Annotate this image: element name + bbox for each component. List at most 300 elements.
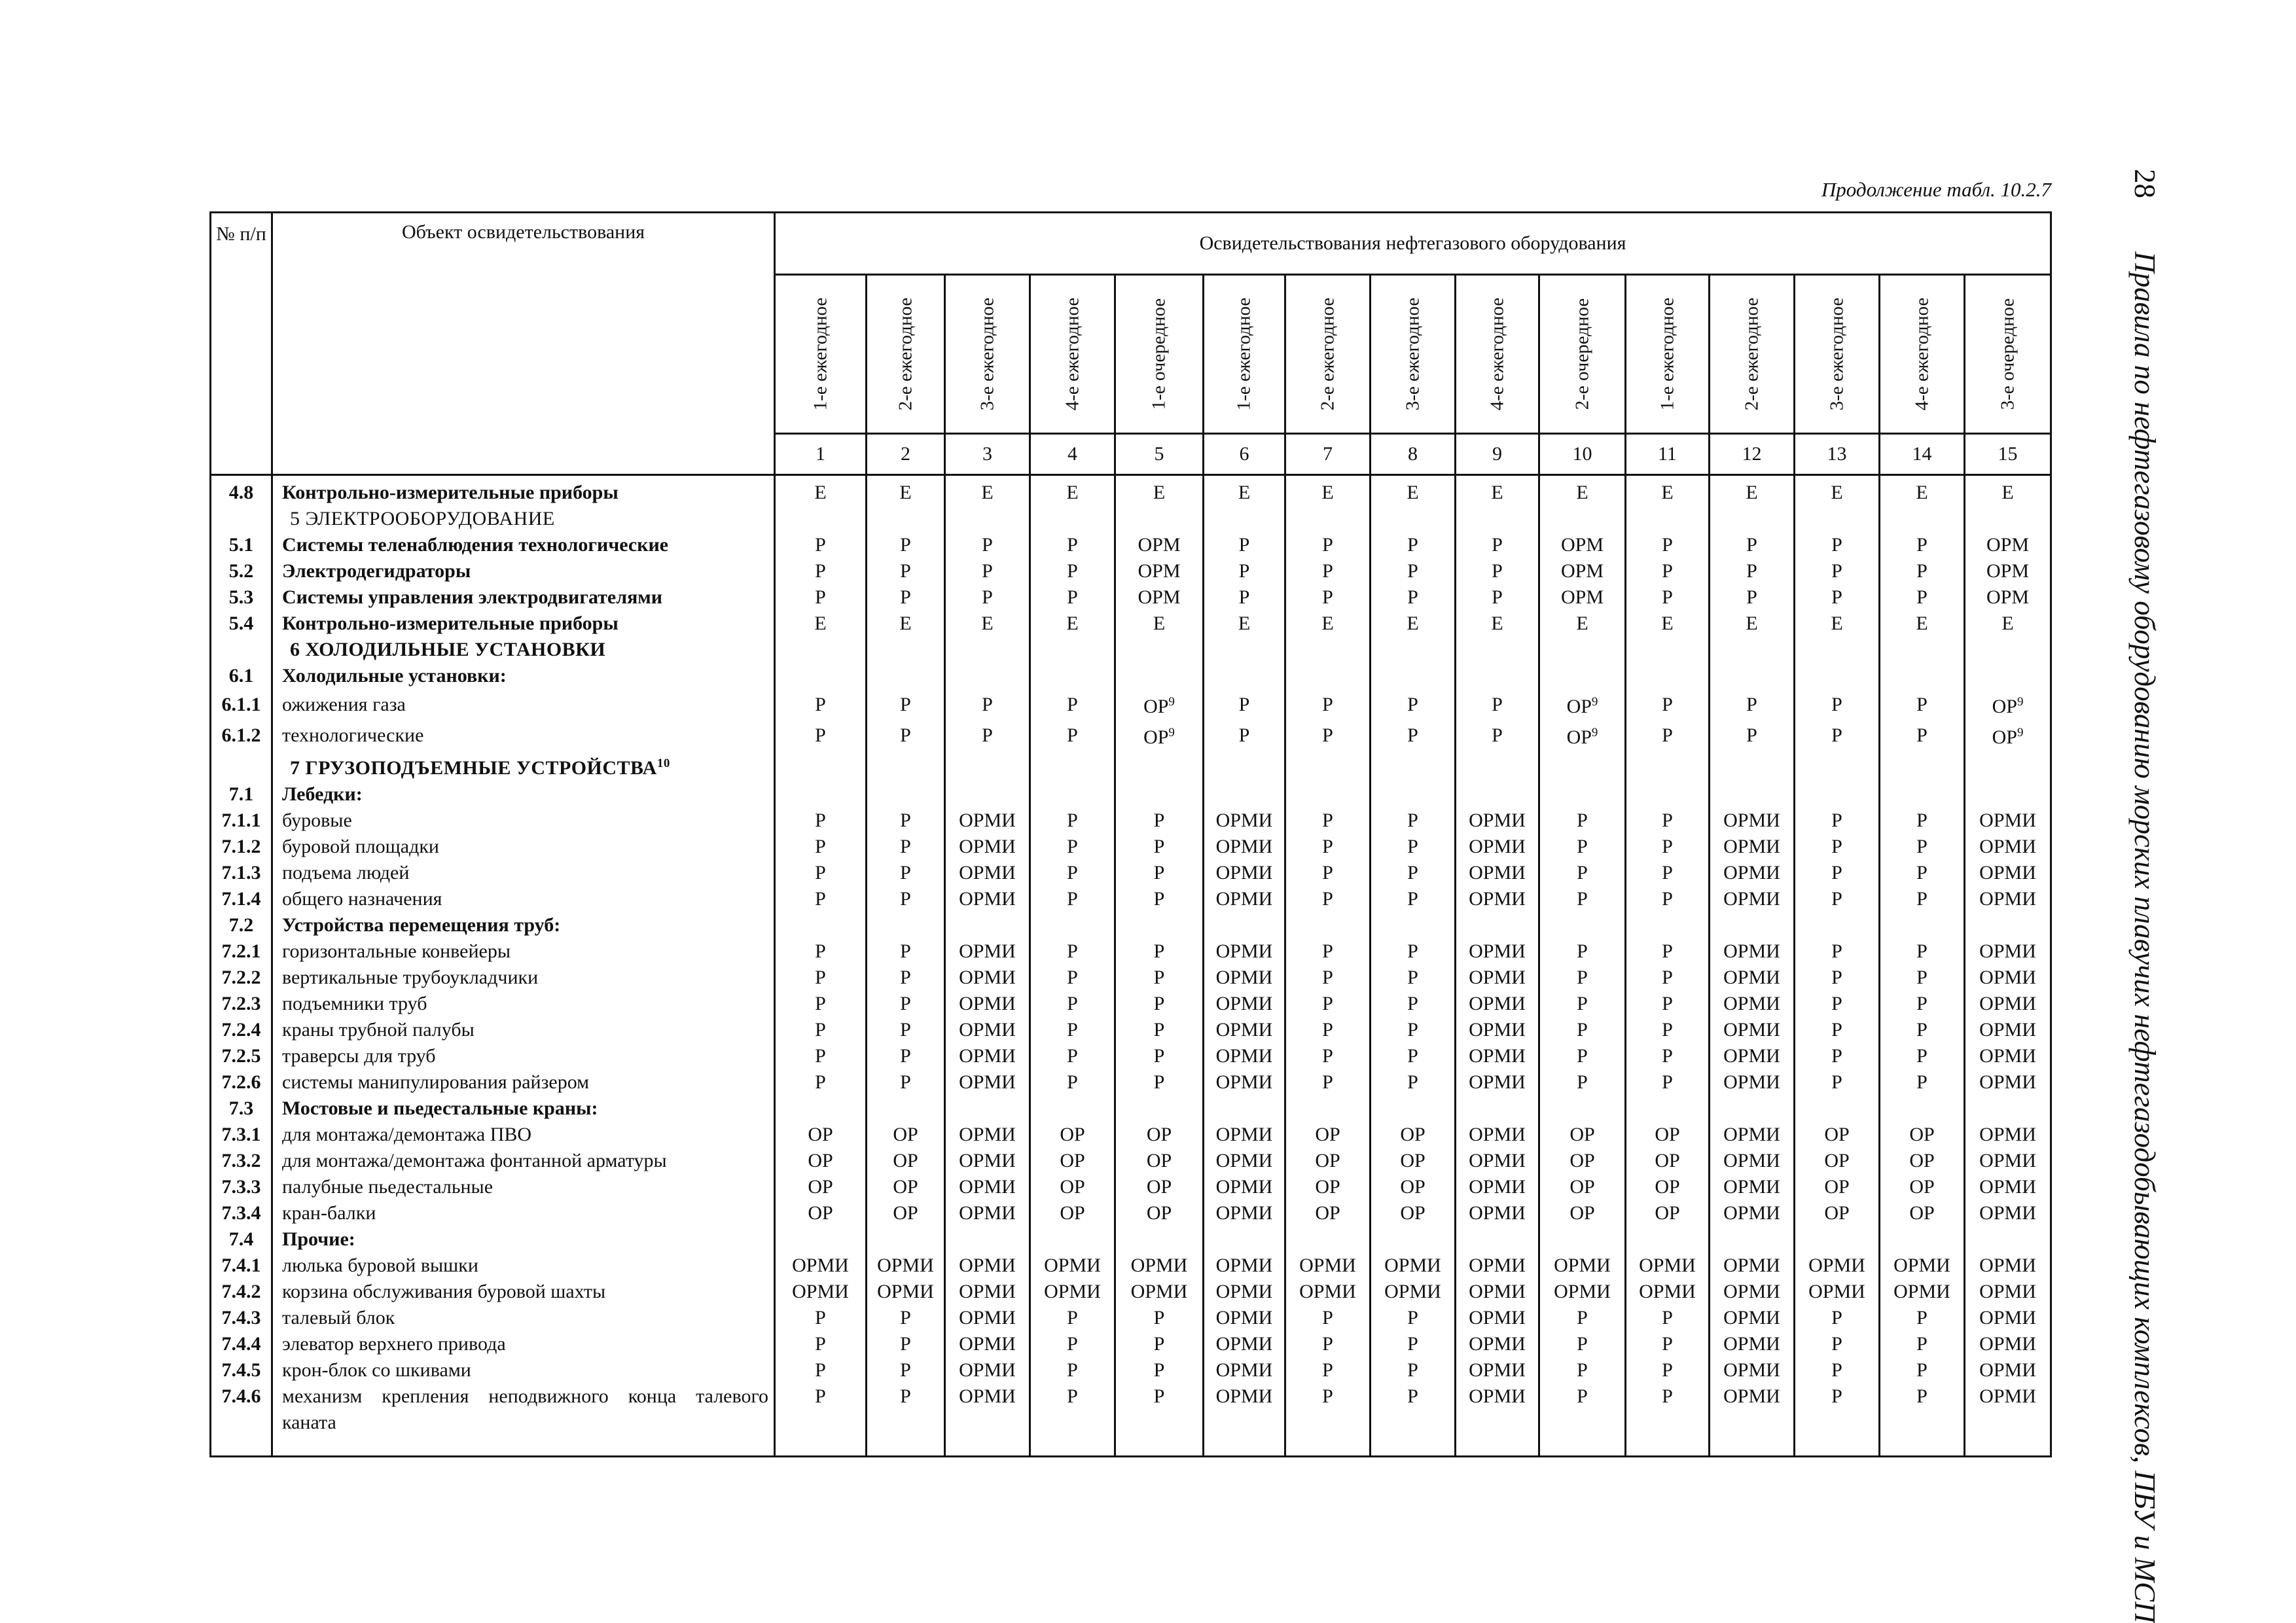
row-number: 7.4.6 — [211, 1383, 272, 1436]
row-number: 7.1.3 — [211, 860, 272, 886]
survey-cell: ОРМИ — [1456, 1200, 1539, 1226]
table-row — [211, 720, 2051, 751]
table-row — [211, 532, 2051, 558]
survey-cell: ОРМИ — [1965, 1200, 2051, 1226]
survey-cell: Р — [1371, 1357, 1456, 1383]
row-number: 7.2.4 — [211, 1017, 272, 1043]
survey-cell: ОР — [1371, 1200, 1456, 1226]
survey-type-header — [1710, 275, 1795, 434]
survey-cell: Р — [1371, 1069, 1456, 1096]
survey-cell: ОРМИ — [945, 965, 1030, 991]
table-row — [211, 1017, 2051, 1043]
survey-cell — [1710, 1226, 1795, 1253]
survey-cell: Р — [1539, 1305, 1626, 1331]
spacer-cell — [1285, 1436, 1371, 1457]
survey-cell: ОР — [1539, 1200, 1626, 1226]
survey-cell: Р — [1030, 886, 1115, 912]
survey-cell — [1456, 637, 1539, 663]
running-title — [2118, 169, 2172, 1623]
survey-cell — [945, 751, 1030, 781]
survey-cell: Р — [1030, 1305, 1115, 1331]
survey-cell: ОРМИ — [1285, 1279, 1371, 1305]
spacer-cell — [1880, 1436, 1965, 1457]
table-row — [211, 781, 2051, 808]
survey-cell: ОРМИ — [1115, 1279, 1204, 1305]
survey-cell: Р — [1626, 558, 1710, 584]
row-object — [272, 965, 775, 991]
survey-cell: ОРМИ — [1371, 1279, 1456, 1305]
row-number — [211, 637, 272, 663]
row-number: 7.4 — [211, 1226, 272, 1253]
row-number: 7.4.4 — [211, 1331, 272, 1357]
row-number: 7.3 — [211, 1096, 272, 1122]
survey-cell: ОРМИ — [1710, 1279, 1795, 1305]
survey-cell — [1030, 663, 1115, 689]
survey-cell — [1710, 781, 1795, 808]
survey-cell — [1965, 637, 2051, 663]
survey-cell: Р — [1285, 720, 1371, 751]
survey-cell: ОРМИ — [1710, 1253, 1795, 1279]
survey-cell: ОР — [1539, 1174, 1626, 1200]
row-object-name: вертикальные трубоукладчики — [282, 967, 539, 988]
survey-cell: ОР — [1285, 1200, 1371, 1226]
survey-cell: Р — [1030, 860, 1115, 886]
survey-cell: Р — [1880, 938, 1965, 965]
survey-cell — [1880, 506, 1965, 532]
row-object — [272, 1122, 775, 1148]
survey-cell — [1371, 637, 1456, 663]
survey-cell: Р — [1371, 938, 1456, 965]
survey-cell: Р — [1285, 1331, 1371, 1357]
row-object — [272, 808, 775, 834]
survey-cell: Р — [867, 1017, 945, 1043]
survey-cell — [867, 663, 945, 689]
survey-cell: Р — [1285, 834, 1371, 860]
survey-cell: Е — [1795, 611, 1880, 637]
survey-cell: Р — [1030, 532, 1115, 558]
row-object-name: Мостовые и пьедестальные краны: — [282, 1097, 598, 1119]
row-object — [272, 860, 775, 886]
survey-cell: Р — [1285, 938, 1371, 965]
survey-cell: ОРМИ — [1204, 991, 1285, 1017]
survey-cell: Е — [1115, 475, 1204, 507]
survey-cell: ОРМИ — [1965, 860, 2051, 886]
survey-cell: Р — [1795, 860, 1880, 886]
row-object — [272, 1226, 775, 1253]
survey-cell: ОР — [1285, 1148, 1371, 1174]
row-number — [211, 506, 272, 532]
table-row — [211, 912, 2051, 938]
row-object — [272, 1174, 775, 1200]
survey-type-header — [1626, 275, 1710, 434]
footnote-ref: 9 — [2017, 695, 2024, 709]
header-survey-group: Освидетельствования нефтегазового оборудования — [775, 213, 2051, 275]
survey-cell: ОРМИ — [1456, 1043, 1539, 1069]
survey-cell: Е — [1965, 475, 2051, 507]
survey-cell: ОРМ — [1965, 532, 2051, 558]
survey-cell — [1285, 663, 1371, 689]
row-object-name: Прочие: — [282, 1228, 355, 1250]
survey-cell: Р — [1626, 965, 1710, 991]
survey-cell: Р — [1880, 1305, 1965, 1331]
survey-cell — [1795, 781, 1880, 808]
spacer-cell — [1456, 1436, 1539, 1457]
survey-cell — [1204, 751, 1285, 781]
survey-cell: Р — [1710, 558, 1795, 584]
survey-cell — [1030, 1226, 1115, 1253]
survey-cell — [1204, 637, 1285, 663]
survey-cell: Е — [775, 611, 867, 637]
row-number: 7.2 — [211, 912, 272, 938]
survey-cell: Р — [1285, 1383, 1371, 1436]
survey-cell — [1456, 1096, 1539, 1122]
column-number: 4 — [1030, 434, 1115, 475]
spacer-cell — [1371, 1436, 1456, 1457]
survey-cell — [1626, 1096, 1710, 1122]
survey-cell — [867, 781, 945, 808]
survey-cell: Е — [1030, 611, 1115, 637]
row-object — [272, 663, 775, 689]
survey-cell: ОРМ — [1965, 558, 2051, 584]
survey-cell: Р — [1626, 938, 1710, 965]
footnote-ref: 9 — [1591, 695, 1598, 709]
row-object-name: для монтажа/демонтажа фонтанной арматуры — [282, 1150, 667, 1171]
survey-cell: Р — [1795, 834, 1880, 860]
survey-cell: ОРМИ — [1204, 1043, 1285, 1069]
survey-cell: ОРМ — [1115, 532, 1204, 558]
survey-cell: ОРМИ — [945, 1279, 1030, 1305]
survey-cell: ОР — [1795, 1200, 1880, 1226]
survey-cell: Р — [1030, 991, 1115, 1017]
survey-cell: Р — [867, 689, 945, 720]
footnote-ref: 9 — [1168, 726, 1175, 740]
survey-cell — [1626, 781, 1710, 808]
column-number: 14 — [1880, 434, 1965, 475]
survey-cell: ОРМИ — [1965, 1305, 2051, 1331]
survey-cell: ОР — [1795, 1122, 1880, 1148]
survey-cell — [945, 663, 1030, 689]
survey-cell — [1285, 506, 1371, 532]
survey-cell: Р — [1626, 1043, 1710, 1069]
survey-cell — [1456, 912, 1539, 938]
survey-cell — [1115, 1096, 1204, 1122]
survey-cell: Р — [1115, 965, 1204, 991]
survey-cell: Р — [945, 720, 1030, 751]
survey-cell: Р — [867, 938, 945, 965]
survey-cell: ОР — [1115, 1200, 1204, 1226]
row-number: 6.1 — [211, 663, 272, 689]
survey-cell: ОРМИ — [1710, 1305, 1795, 1331]
survey-type-label: 3-е ежегодное — [977, 297, 997, 411]
row-object-name: технологические — [282, 724, 424, 746]
row-object-name: общего назначения — [282, 888, 442, 910]
spacer-cell — [211, 1436, 272, 1457]
table-row — [211, 751, 2051, 781]
survey-cell: Р — [775, 584, 867, 611]
row-object-name: палубные пьедестальные — [282, 1176, 493, 1198]
survey-cell: Р — [1030, 720, 1115, 751]
survey-cell: Р — [1285, 1357, 1371, 1383]
table-row — [211, 1279, 2051, 1305]
survey-cell: Р — [1030, 558, 1115, 584]
row-object-name: буровой площадки — [282, 836, 439, 857]
survey-cell: Р — [867, 1357, 945, 1383]
survey-type-header — [1030, 275, 1115, 434]
row-object-name: ожижения газа — [282, 693, 406, 715]
row-object — [272, 1383, 775, 1436]
survey-cell — [1539, 781, 1626, 808]
survey-cell: Р — [1795, 720, 1880, 751]
survey-cell: ОРМИ — [1030, 1253, 1115, 1279]
row-number: 7.2.1 — [211, 938, 272, 965]
row-object-name: элеватор верхнего привода — [282, 1333, 506, 1355]
survey-cell — [1626, 663, 1710, 689]
survey-cell: Р — [1371, 1017, 1456, 1043]
survey-cell: ОРМИ — [867, 1279, 945, 1305]
survey-cell: Р — [1795, 808, 1880, 834]
survey-type-header — [1795, 275, 1880, 434]
table-row — [211, 1096, 2051, 1122]
table-row — [211, 584, 2051, 611]
survey-cell — [1965, 1096, 2051, 1122]
survey-cell: Р — [1880, 886, 1965, 912]
table-row — [211, 506, 2051, 532]
survey-cell: ОР — [1795, 1174, 1880, 1200]
survey-cell: ОРМИ — [1456, 1148, 1539, 1174]
survey-cell — [1115, 663, 1204, 689]
survey-cell: Р — [775, 558, 867, 584]
survey-cell: ОРМИ — [945, 1305, 1030, 1331]
row-number: 5.3 — [211, 584, 272, 611]
survey-cell: Р — [1795, 886, 1880, 912]
survey-cell: Р — [1371, 720, 1456, 751]
survey-cell — [1626, 506, 1710, 532]
survey-cell — [1115, 781, 1204, 808]
survey-cell: Р — [775, 965, 867, 991]
survey-cell: ОРМИ — [1456, 1383, 1539, 1436]
survey-cell — [1539, 637, 1626, 663]
footnote-ref: 9 — [1168, 695, 1175, 709]
survey-cell: Р — [1030, 834, 1115, 860]
survey-cell: ОРМИ — [1880, 1279, 1965, 1305]
survey-cell: ОРМИ — [1710, 1357, 1795, 1383]
survey-cell: Р — [1539, 1357, 1626, 1383]
spacer-cell — [1539, 1436, 1626, 1457]
survey-cell: Р — [1880, 808, 1965, 834]
survey-cell — [1880, 1226, 1965, 1253]
row-number: 5.1 — [211, 532, 272, 558]
row-object — [272, 1017, 775, 1043]
survey-cell — [1115, 506, 1204, 532]
survey-cell: Е — [1539, 475, 1626, 507]
survey-cell: Е — [1030, 475, 1115, 507]
row-object — [272, 558, 775, 584]
survey-cell: ОРМИ — [945, 1383, 1030, 1436]
survey-cell: Р — [1115, 1069, 1204, 1096]
row-number: 7.3.3 — [211, 1174, 272, 1200]
table-row — [211, 1069, 2051, 1096]
survey-cell: ОРМ — [1539, 532, 1626, 558]
table-row — [211, 1383, 2051, 1436]
survey-cell: Р — [1539, 834, 1626, 860]
survey-cell — [1539, 1096, 1626, 1122]
survey-cell: ОР — [775, 1174, 867, 1200]
survey-cell: Р — [1626, 808, 1710, 834]
survey-cell — [1371, 1096, 1456, 1122]
survey-cell: ОР — [867, 1122, 945, 1148]
survey-cell: ОРМИ — [1965, 1043, 2051, 1069]
survey-cell: ОР — [775, 1200, 867, 1226]
survey-cell: ОРМИ — [945, 886, 1030, 912]
footnote-ref: 10 — [656, 757, 670, 770]
survey-cell: ОР — [1539, 1148, 1626, 1174]
spacer-cell — [1115, 1436, 1204, 1457]
survey-cell: Е — [1795, 475, 1880, 507]
survey-cell: Р — [1880, 689, 1965, 720]
survey-cell: ОРМИ — [1204, 1200, 1285, 1226]
survey-cell — [1880, 912, 1965, 938]
survey-cell: Р — [1626, 1331, 1710, 1357]
column-number: 2 — [867, 434, 945, 475]
survey-cell: ОРМИ — [1965, 834, 2051, 860]
survey-cell — [1965, 751, 2051, 781]
table-row — [211, 611, 2051, 637]
row-object-name: талевый блок — [282, 1307, 395, 1329]
survey-cell — [1371, 1226, 1456, 1253]
survey-cell: ОРМИ — [1710, 938, 1795, 965]
survey-cell: ОРМИ — [1456, 938, 1539, 965]
survey-cell: ОРМИ — [1795, 1253, 1880, 1279]
survey-cell — [1795, 1096, 1880, 1122]
survey-type-label: 3-е ежегодное — [1826, 297, 1847, 411]
survey-cell: ОРМИ — [1456, 860, 1539, 886]
table-row — [211, 860, 2051, 886]
survey-cell: Р — [775, 1331, 867, 1357]
survey-cell: Е — [1115, 611, 1204, 637]
survey-cell — [1965, 912, 2051, 938]
table-row — [211, 1305, 2051, 1331]
survey-cell — [1539, 720, 1626, 751]
survey-cell: Р — [1030, 1043, 1115, 1069]
survey-cell: ОР — [1115, 1148, 1204, 1174]
survey-cell: ОР — [1115, 1122, 1204, 1148]
table-row — [211, 1043, 2051, 1069]
survey-cell: Р — [1626, 584, 1710, 611]
survey-cell: ОРМИ — [867, 1253, 945, 1279]
survey-cell: ОРМИ — [1710, 965, 1795, 991]
table-row — [211, 1174, 2051, 1200]
survey-cell: ОРМИ — [1795, 1279, 1880, 1305]
survey-cell: Р — [1371, 1331, 1456, 1357]
survey-cell — [1285, 912, 1371, 938]
survey-cell: ОРМИ — [1115, 1253, 1204, 1279]
survey-cell — [1371, 663, 1456, 689]
survey-cell: Р — [1115, 1017, 1204, 1043]
survey-cell — [1371, 781, 1456, 808]
survey-cell: Р — [775, 886, 867, 912]
row-object — [272, 1043, 775, 1069]
survey-cell: ОР — [1539, 1122, 1626, 1148]
survey-cell — [1456, 663, 1539, 689]
survey-cell: Е — [1880, 475, 1965, 507]
survey-cell: ОР — [867, 1148, 945, 1174]
column-number: 3 — [945, 434, 1030, 475]
row-object — [272, 1148, 775, 1174]
table-row — [211, 689, 2051, 720]
survey-cell: Р — [1795, 689, 1880, 720]
survey-cell — [1371, 912, 1456, 938]
survey-cell: ОРМИ — [945, 1017, 1030, 1043]
survey-cell: Р — [945, 558, 1030, 584]
survey-cell: Р — [1115, 886, 1204, 912]
survey-cell: ОРМИ — [1965, 965, 2051, 991]
survey-cell — [1204, 912, 1285, 938]
survey-cell: Р — [867, 1305, 945, 1331]
survey-cell: Р — [1795, 1383, 1880, 1436]
survey-cell: ОРМИ — [1204, 1279, 1285, 1305]
survey-cell — [1115, 637, 1204, 663]
header-number: № п/п — [211, 213, 272, 475]
survey-cell: Р — [1880, 1017, 1965, 1043]
row-number — [211, 751, 272, 781]
survey-cell: Р — [1030, 965, 1115, 991]
survey-cell: Р — [1880, 860, 1965, 886]
survey-type-label: 1-е ежегодное — [1657, 297, 1677, 411]
row-object-name: корзина обслуживания буровой шахты — [282, 1281, 606, 1302]
survey-cell: ОРМИ — [1710, 834, 1795, 860]
survey-cell: Е — [867, 611, 945, 637]
survey-type-header — [1539, 275, 1626, 434]
row-object-name: Системы управления электродвигателями — [282, 586, 663, 608]
spacer-cell — [775, 1436, 867, 1457]
survey-type-label: 1-е ежегодное — [810, 297, 831, 411]
footnote-ref: 9 — [1591, 726, 1598, 740]
row-object-name: Системы теленаблюдения технологические — [282, 534, 669, 556]
survey-cell: Р — [1030, 689, 1115, 720]
survey-cell: Р — [1285, 532, 1371, 558]
survey-cell — [1204, 781, 1285, 808]
survey-cell: ОР — [867, 1174, 945, 1200]
survey-cell: Е — [1285, 475, 1371, 507]
row-number: 7.4.1 — [211, 1253, 272, 1279]
survey-cell: ОРМИ — [1456, 1069, 1539, 1096]
survey-cell: Р — [1880, 532, 1965, 558]
survey-cell: ОР — [1880, 1200, 1965, 1226]
survey-type-header — [1204, 275, 1285, 434]
survey-cell: ОР — [1371, 1148, 1456, 1174]
survey-cell: Р — [775, 860, 867, 886]
survey-cell: Р — [1626, 1069, 1710, 1096]
row-number: 7.1.1 — [211, 808, 272, 834]
survey-cell — [1965, 506, 2051, 532]
row-object — [272, 584, 775, 611]
survey-cell: Е — [1710, 611, 1795, 637]
survey-cell: ОРМИ — [1965, 1383, 2051, 1436]
survey-cell: Р — [1880, 834, 1965, 860]
survey-cell: ОРМИ — [945, 1357, 1030, 1383]
row-object — [272, 1253, 775, 1279]
row-object — [272, 1069, 775, 1096]
table-row — [211, 663, 2051, 689]
survey-cell: ОРМИ — [1456, 886, 1539, 912]
survey-cell: Р — [867, 860, 945, 886]
survey-cell: Е — [1626, 475, 1710, 507]
survey-cell: ОРМИ — [1204, 1253, 1285, 1279]
survey-cell: ОРМИ — [1710, 886, 1795, 912]
survey-cell: Е — [1204, 611, 1285, 637]
survey-cell: ОРМИ — [1965, 1148, 2051, 1174]
survey-cell: Р — [1030, 584, 1115, 611]
